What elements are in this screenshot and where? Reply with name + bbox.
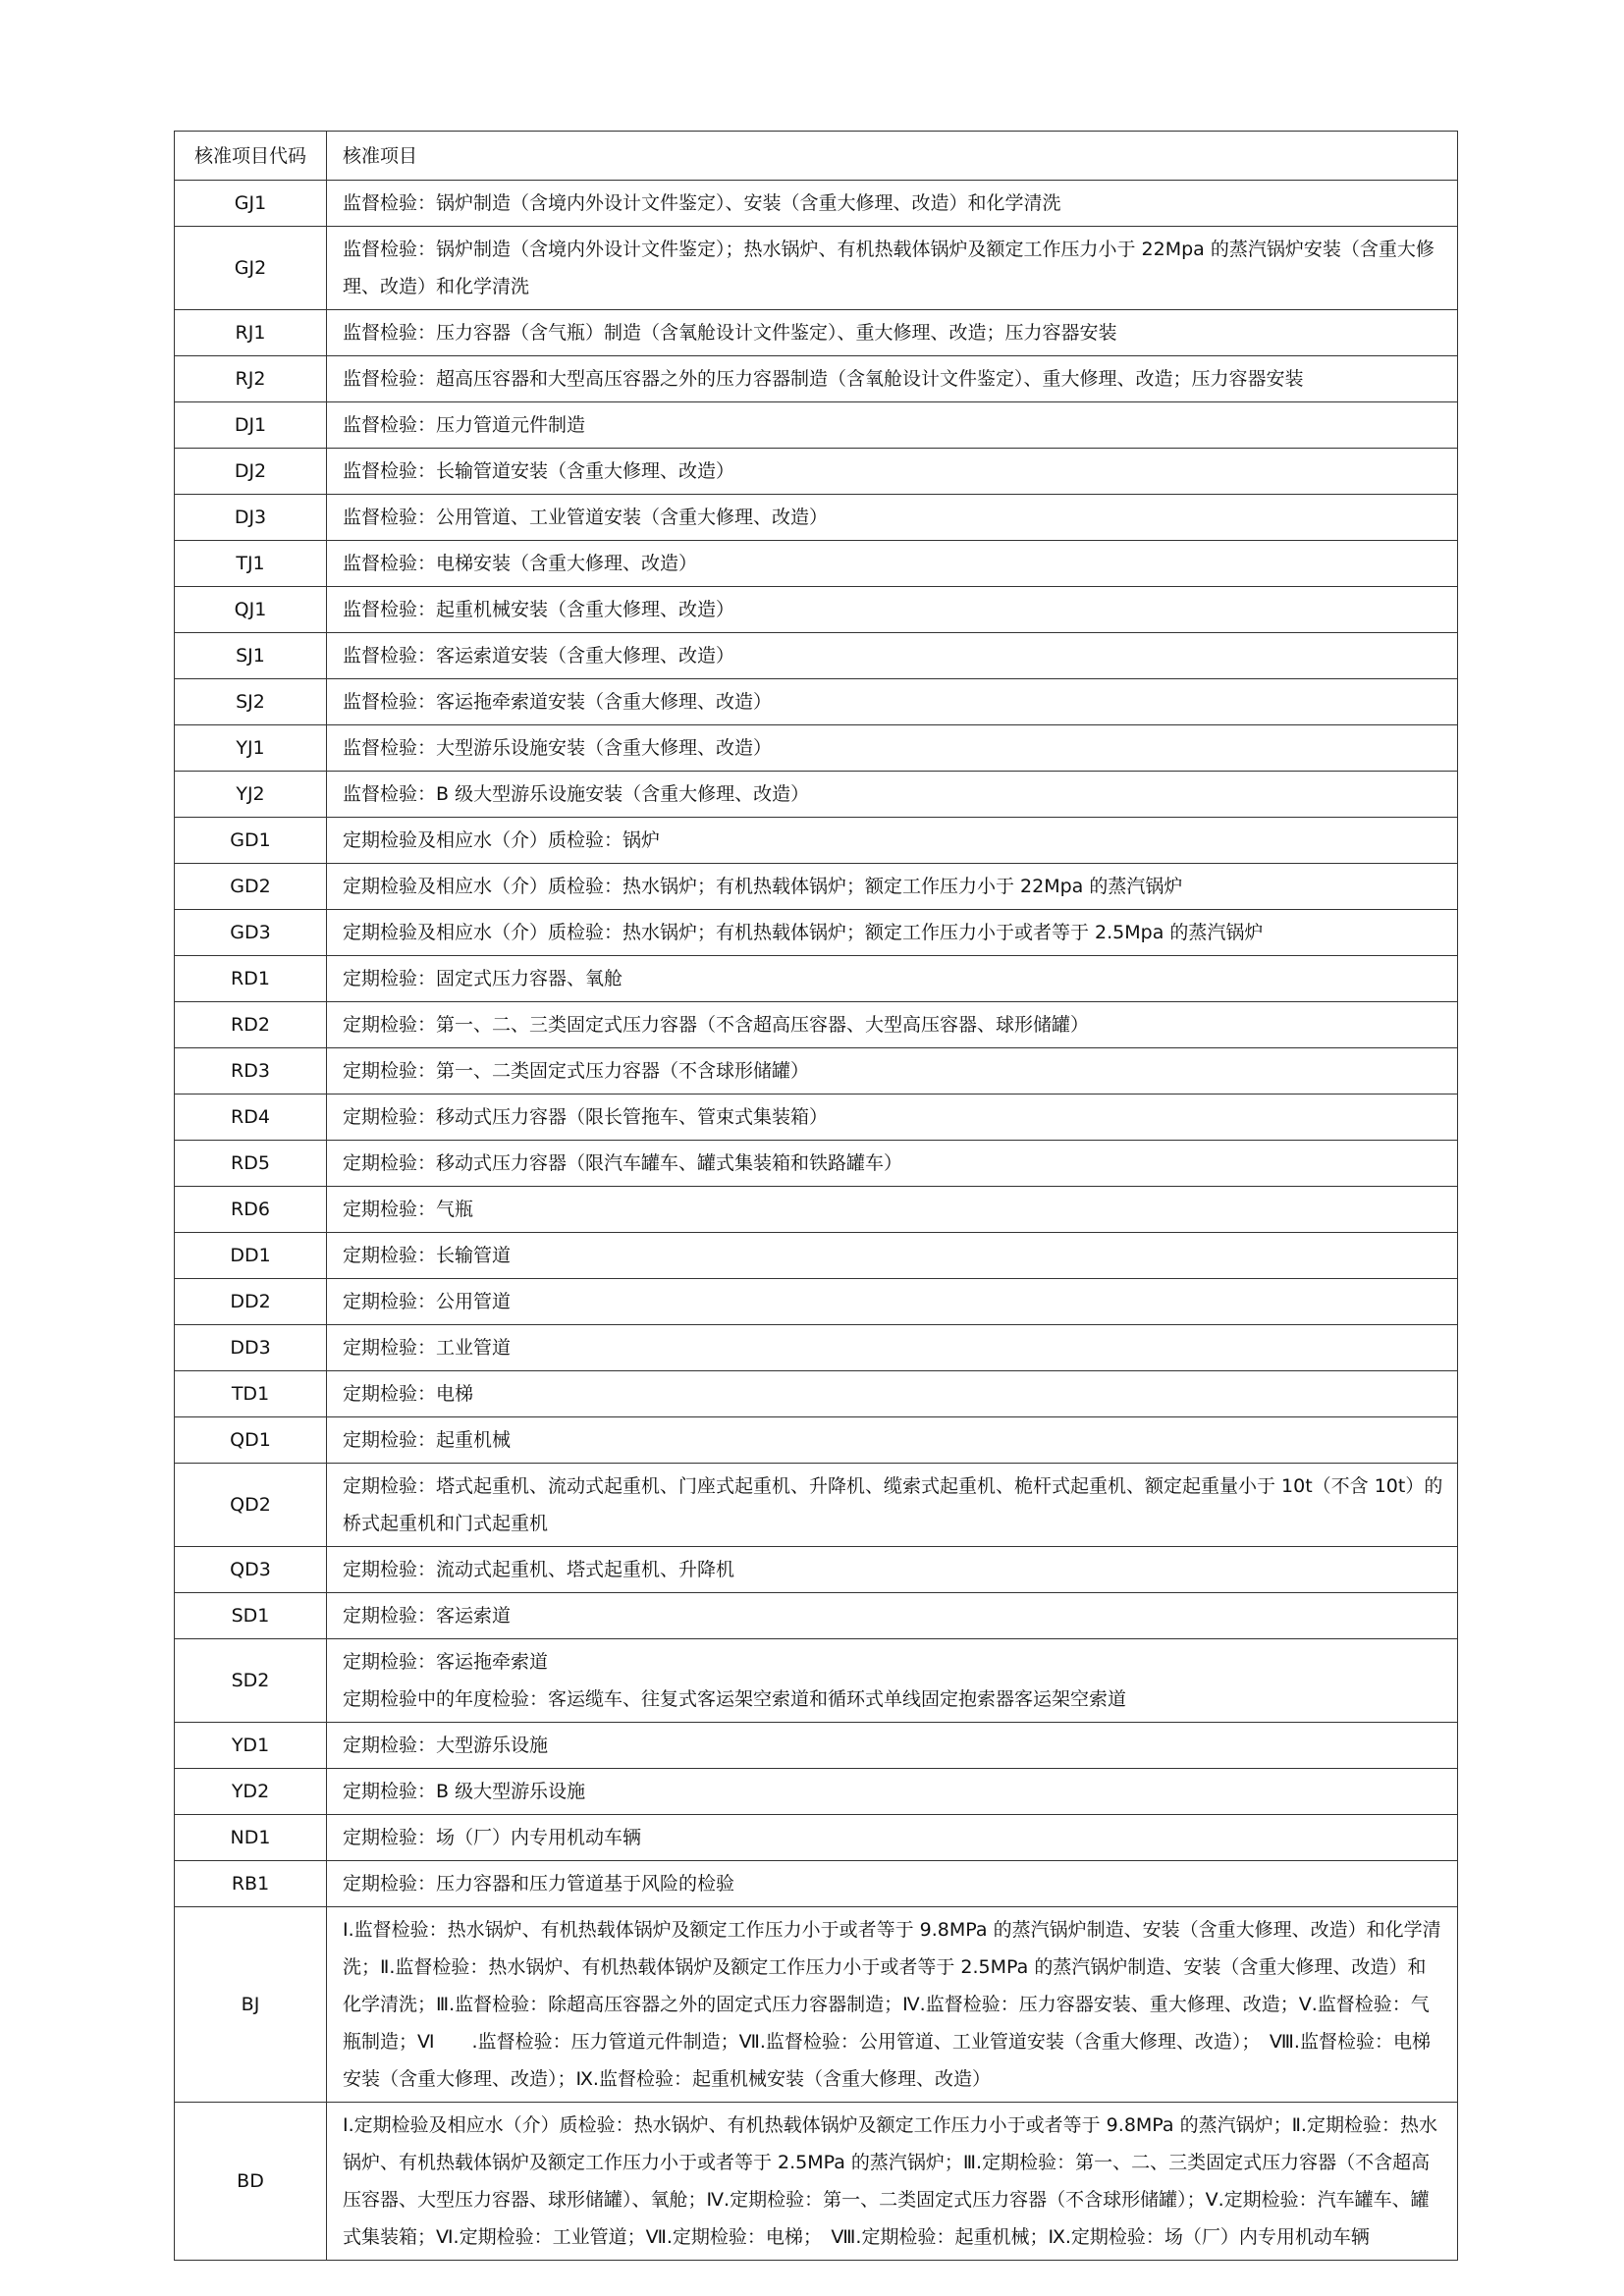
table-row — [175, 495, 1458, 541]
row-item-cell — [327, 541, 1458, 587]
table-row — [175, 1547, 1458, 1593]
table-row — [175, 1371, 1458, 1417]
row-item-text: 定期检验中的年度检验：客运缆车、往复式客运架空索道和循环式单线固定抱索器客运架空索道 — [343, 1688, 1127, 1710]
table-row — [175, 1723, 1458, 1769]
row-item-cell — [327, 1464, 1458, 1547]
row-code: GD2 — [175, 864, 327, 910]
row-item-text: 监督检验：客运索道安装（含重大修理、改造） — [343, 645, 735, 667]
table-row — [175, 679, 1458, 725]
row-item-text: 定期检验及相应水（介）质检验：热水锅炉；有机热载体锅炉；额定工作压力小于 22Mpa 的蒸汽锅炉 — [343, 876, 1183, 897]
row-code: SJ2 — [175, 679, 327, 725]
row-item-cell — [327, 1002, 1458, 1048]
row-item-cell — [327, 1815, 1458, 1861]
row-item-cell — [327, 910, 1458, 956]
table-row — [175, 541, 1458, 587]
table-row — [175, 1233, 1458, 1279]
table-row — [175, 402, 1458, 449]
row-code: RD5 — [175, 1141, 327, 1187]
row-item-text: 监督检验：压力管道元件制造 — [343, 414, 586, 436]
table-row — [175, 1279, 1458, 1325]
row-item-cell — [327, 725, 1458, 772]
table-row — [175, 633, 1458, 679]
row-code: QJ1 — [175, 587, 327, 633]
row-code: GJ1 — [175, 181, 327, 227]
table-row — [175, 1464, 1458, 1547]
table-row — [175, 1002, 1458, 1048]
row-item-cell — [327, 1907, 1458, 2103]
row-code: SJ1 — [175, 633, 327, 679]
row-item-cell — [327, 633, 1458, 679]
row-code: TD1 — [175, 1371, 327, 1417]
row-item-text: 定期检验：气瓶 — [343, 1199, 474, 1220]
row-code: BD — [175, 2103, 327, 2261]
row-code: YJ1 — [175, 725, 327, 772]
approval-items-table — [174, 131, 1458, 2261]
row-item-cell — [327, 227, 1458, 310]
row-item-cell — [327, 495, 1458, 541]
row-item-cell — [327, 679, 1458, 725]
row-item-text: 定期检验及相应水（介）质检验：锅炉 — [343, 829, 661, 851]
row-code: RJ2 — [175, 356, 327, 402]
row-item-text: 定期检验：公用管道 — [343, 1291, 512, 1312]
row-item-cell — [327, 1861, 1458, 1907]
row-item-cell — [327, 772, 1458, 818]
row-code: GD1 — [175, 818, 327, 864]
row-item-text: 定期检验：流动式起重机、塔式起重机、升降机 — [343, 1559, 735, 1580]
row-item-cell — [327, 818, 1458, 864]
row-item-cell — [327, 1187, 1458, 1233]
header-item: 核准项目 — [327, 132, 1458, 181]
row-code: YD2 — [175, 1769, 327, 1815]
row-code: RD4 — [175, 1095, 327, 1141]
row-item-cell — [327, 956, 1458, 1002]
row-code: QD3 — [175, 1547, 327, 1593]
row-code: QD2 — [175, 1464, 327, 1547]
row-code: YD1 — [175, 1723, 327, 1769]
row-item-cell — [327, 1141, 1458, 1187]
row-item-text: 定期检验：场（厂）内专用机动车辆 — [343, 1827, 642, 1848]
row-code: GD3 — [175, 910, 327, 956]
table-row — [175, 1095, 1458, 1141]
row-item-cell — [327, 1639, 1458, 1723]
row-item-cell — [327, 1371, 1458, 1417]
table-row — [175, 449, 1458, 495]
table-row — [175, 1141, 1458, 1187]
row-item-text: Ⅰ.定期检验及相应水（介）质检验：热水锅炉、有机热载体锅炉及额定工作压力小于或者等于 9.8MPa 的蒸汽锅炉；Ⅱ.定期检验：热水锅炉、有机热载体锅炉及额定工作压力小于或者等于 2.5MPa 的蒸汽锅炉；Ⅲ.定期检验：第一、二、三类固定式压力容器（不含超高压容器、大型压力容器、球形储罐）、氧舱；Ⅳ.定期检验：第一、二类固定式压力容器（不含球形储罐）；Ⅴ.定期检验：汽车罐车、罐式集装箱；Ⅵ.定期检验：工业管道；Ⅶ.定期检验：电梯； Ⅷ.定期检验：起重机械；Ⅸ.定期检验：场（厂）内专用机动车辆 — [343, 2114, 1437, 2248]
row-item-cell — [327, 1417, 1458, 1464]
row-item-text: 定期检验：固定式压力容器、氧舱 — [343, 968, 623, 989]
row-item-text: 定期检验：电梯 — [343, 1383, 474, 1405]
table-row — [175, 1325, 1458, 1371]
row-item-cell — [327, 356, 1458, 402]
row-item-text: 监督检验：锅炉制造（含境内外设计文件鉴定）；热水锅炉、有机热载体锅炉及额定工作压力小于 22Mpa 的蒸汽锅炉安装（含重大修理、改造）和化学清洗 — [343, 239, 1435, 297]
row-item-cell — [327, 587, 1458, 633]
row-item-cell — [327, 1233, 1458, 1279]
row-item-text: 定期检验：起重机械 — [343, 1429, 512, 1451]
row-code: DJ2 — [175, 449, 327, 495]
table-row — [175, 2103, 1458, 2261]
table-row — [175, 1187, 1458, 1233]
table-row — [175, 356, 1458, 402]
table-row — [175, 956, 1458, 1002]
table-row — [175, 1593, 1458, 1639]
table-row — [175, 227, 1458, 310]
row-item-text: 定期检验：B 级大型游乐设施 — [343, 1781, 586, 1802]
row-item-cell — [327, 181, 1458, 227]
approval-items-table-container — [174, 131, 1458, 2261]
row-item-text: 定期检验：移动式压力容器（限汽车罐车、罐式集装箱和铁路罐车） — [343, 1152, 903, 1174]
row-item-text: 定期检验：第一、二、三类固定式压力容器（不含超高压容器、大型高压容器、球形储罐） — [343, 1014, 1090, 1036]
row-item-text: 定期检验：客运索道 — [343, 1605, 512, 1627]
row-code: RJ1 — [175, 310, 327, 356]
row-item-text: 定期检验：第一、二类固定式压力容器（不含球形储罐） — [343, 1060, 810, 1082]
table-row — [175, 1861, 1458, 1907]
row-item-cell — [327, 1547, 1458, 1593]
row-code: RD6 — [175, 1187, 327, 1233]
row-code: QD1 — [175, 1417, 327, 1464]
row-item-text: 定期检验：大型游乐设施 — [343, 1735, 549, 1756]
table-row — [175, 181, 1458, 227]
row-item-cell — [327, 1048, 1458, 1095]
row-item-text: 定期检验：客运拖牵索道 — [343, 1651, 549, 1673]
row-code: DJ1 — [175, 402, 327, 449]
row-item-text: 监督检验：客运拖牵索道安装（含重大修理、改造） — [343, 691, 773, 713]
row-item-cell — [327, 402, 1458, 449]
table-row — [175, 772, 1458, 818]
row-item-cell — [327, 1279, 1458, 1325]
row-code: ND1 — [175, 1815, 327, 1861]
row-item-text: 定期检验：长输管道 — [343, 1245, 512, 1266]
row-code: DJ3 — [175, 495, 327, 541]
table-row — [175, 725, 1458, 772]
table-row — [175, 864, 1458, 910]
row-item-cell — [327, 1095, 1458, 1141]
row-code: GJ2 — [175, 227, 327, 310]
row-code: RB1 — [175, 1861, 327, 1907]
row-item-text: 监督检验：公用管道、工业管道安装（含重大修理、改造） — [343, 507, 829, 528]
row-item-text: 监督检验：锅炉制造（含境内外设计文件鉴定）、安装（含重大修理、改造）和化学清洗 — [343, 192, 1061, 214]
table-row — [175, 1815, 1458, 1861]
row-code: SD2 — [175, 1639, 327, 1723]
row-item-cell — [327, 1325, 1458, 1371]
table-row — [175, 1907, 1458, 2103]
row-code: RD2 — [175, 1002, 327, 1048]
row-item-text: 监督检验：压力容器（含气瓶）制造（含氧舱设计文件鉴定）、重大修理、改造；压力容器安装 — [343, 322, 1117, 344]
row-item-text: 监督检验：超高压容器和大型高压容器之外的压力容器制造（含氧舱设计文件鉴定）、重大修理、改造；压力容器安装 — [343, 368, 1304, 390]
row-item-text: 定期检验：压力容器和压力管道基于风险的检验 — [343, 1873, 735, 1895]
row-code: YJ2 — [175, 772, 327, 818]
row-item-text: Ⅰ.监督检验：热水锅炉、有机热载体锅炉及额定工作压力小于或者等于 9.8MPa 的蒸汽锅炉制造、安装（含重大修理、改造）和化学清洗；Ⅱ.监督检验：热水锅炉、有机热载体锅炉及额定工作压力小于或者等于 2.5MPa 的蒸汽锅炉制造、安装（含重大修理、改造）和化学清洗；Ⅲ.监督检验：除超高压容器之外的固定式压力容器制造；Ⅳ.监督检验：压力容器安装、重大修理、改造；Ⅴ.监督检验：气瓶制造；Ⅵ .监督检验：压力管道元件制造；Ⅶ.监督检验：公用管道、工业管道安装（含重大修理、改造）； Ⅷ.监督检验：电梯安装（含重大修理、改造）；Ⅸ.监督检验：起重机械安装（含重大修理、改造） — [343, 1919, 1441, 2090]
row-item-cell — [327, 449, 1458, 495]
row-item-text: 监督检验：电梯安装（含重大修理、改造） — [343, 553, 698, 574]
row-code: BJ — [175, 1907, 327, 2103]
row-item-cell — [327, 864, 1458, 910]
row-item-text: 监督检验：起重机械安装（含重大修理、改造） — [343, 599, 735, 620]
row-item-text: 监督检验：大型游乐设施安装（含重大修理、改造） — [343, 737, 773, 759]
table-header-row — [175, 132, 1458, 181]
row-item-text: 定期检验及相应水（介）质检验：热水锅炉；有机热载体锅炉；额定工作压力小于或者等于 2.5Mpa 的蒸汽锅炉 — [343, 922, 1264, 943]
row-code: RD1 — [175, 956, 327, 1002]
table-row — [175, 1639, 1458, 1723]
row-code: SD1 — [175, 1593, 327, 1639]
row-item-text: 监督检验：B 级大型游乐设施安装（含重大修理、改造） — [343, 783, 810, 805]
table-row — [175, 310, 1458, 356]
row-code: RD3 — [175, 1048, 327, 1095]
table-row — [175, 587, 1458, 633]
row-item-cell — [327, 2103, 1458, 2261]
row-item-text: 定期检验：移动式压力容器（限长管拖车、管束式集装箱） — [343, 1106, 829, 1128]
row-code: DD2 — [175, 1279, 327, 1325]
row-item-text: 监督检验：长输管道安装（含重大修理、改造） — [343, 460, 735, 482]
row-item-cell — [327, 1723, 1458, 1769]
table-row — [175, 910, 1458, 956]
row-code: DD3 — [175, 1325, 327, 1371]
row-item-text: 定期检验：工业管道 — [343, 1337, 512, 1359]
row-code: TJ1 — [175, 541, 327, 587]
row-code: DD1 — [175, 1233, 327, 1279]
row-item-cell — [327, 1593, 1458, 1639]
row-item-cell — [327, 310, 1458, 356]
table-row — [175, 1769, 1458, 1815]
row-item-text: 定期检验：塔式起重机、流动式起重机、门座式起重机、升降机、缆索式起重机、桅杆式起重机、额定起重量小于 10t（不含 10t）的桥式起重机和门式起重机 — [343, 1475, 1443, 1534]
row-item-cell — [327, 1769, 1458, 1815]
table-row — [175, 1048, 1458, 1095]
table-row — [175, 1417, 1458, 1464]
header-code: 核准项目代码 — [175, 132, 327, 181]
table-row — [175, 818, 1458, 864]
